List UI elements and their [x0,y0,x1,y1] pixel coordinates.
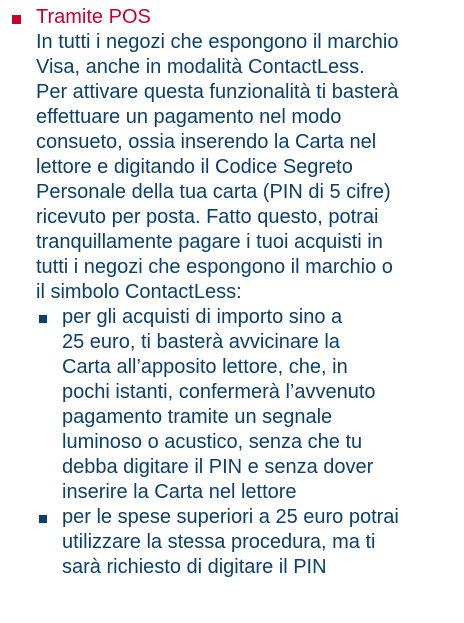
section-intro-text [10,30,460,305]
contactless-rules-list [10,305,460,580]
section-heading: Tramite POS [36,6,151,28]
list-item-line: pagamento tramite un segnale [62,406,333,428]
intro-line: Personale della tua carta (PIN di 5 cifre) [36,181,391,203]
list-item-line: pochi istanti, confermerà l’avvenuto [62,381,376,403]
list-item-line: luminoso o acustico, senza che tu [62,431,363,453]
intro-line: Per attivare questa funzionalità ti basterà [36,81,399,103]
square-bullet-icon [39,315,47,323]
intro-line: ricevuto per posta. Fatto questo, potrai [36,206,379,228]
intro-line: consueto, ossia inserendo la Carta nel [36,131,377,153]
intro-line: tutti i negozi che espongono il marchio o [36,256,393,278]
intro-line: In tutti i negozi che espongono il marchio [36,31,399,53]
square-bullet-icon [39,515,47,523]
list-item-line: debba digitare il PIN e senza dover [62,456,374,478]
list-item-line: 25 euro, ti basterà avvicinare la [62,331,340,353]
intro-line: lettore e digitando il Codice Segreto [36,156,353,178]
intro-line: effettuare un pagamento nel modo [36,106,342,128]
square-bullet-icon [12,15,21,24]
list-item-line: inserire la Carta nel lettore [62,481,297,503]
list-item-line: per gli acquisti di importo sino a [62,306,343,328]
list-item [10,505,460,580]
intro-line: Visa, anche in modalità ContactLess. [36,56,365,78]
intro-line: tranquillamente pagare i tuoi acquisti in [36,231,383,253]
list-item-line: per le spese superiori a 25 euro potrai [62,506,399,528]
section-heading-row [10,5,460,30]
list-item-line: utilizzare la stessa procedura, ma ti [62,531,376,553]
intro-line: il simbolo ContactLess: [36,281,242,303]
payment-method-section [10,5,460,580]
list-item-line: sarà richiesto di digitare il PIN [62,556,327,578]
list-item-line: Carta all’apposito lettore, che, in [62,356,348,378]
list-item [10,305,460,505]
